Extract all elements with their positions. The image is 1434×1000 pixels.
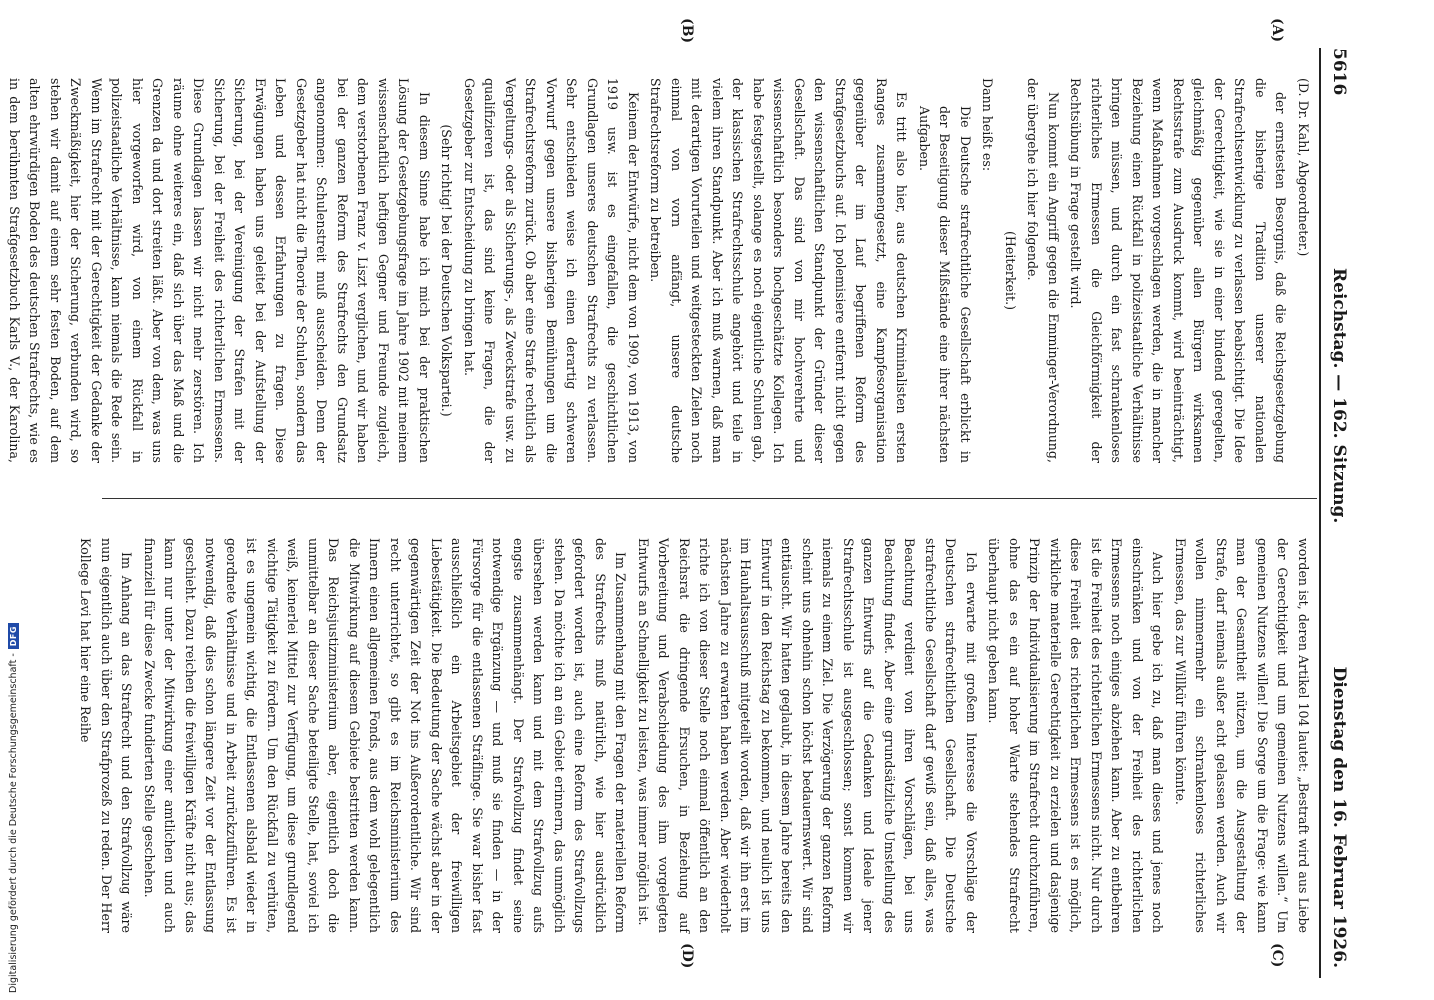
paragraph: Keinem der Entwürfe, nicht dem von 1909, von 1913, von 1919 usw. ist es eingefallen, die geschichtlichen Grundlagen unseres deutschen Strafrechts zu verlassen. Sehr entschieden weise ich einen derartig schweren Vorwurf gegen unsere bisherigen Bemühungen um die Strafrechtsreform zurück. Ob aber eine Strafe rechtlich als Vergeltungs- oder als Sicherungs-, als Zweckstrafe usw. zu qualifizieren ist, das sind keine Fragen, die der Gesetzgeber zur Entscheidung zu bringen hat. bbox=[462, 78, 641, 463]
paragraph: Es tritt also hier, aus deutschen Kriminalisten ersten Ranges zusammengesetzt, eine Kampfesorganisation gegenüber der im Lauf begriffenen Reform des Strafgesetzbuchs auf. Ich polemisiere entfernt nicht gegen den wissenschaftlichen Standpunkt der Gründer dieser Gesellschaft. Das sind von mir hochverehrte und wissenschaftlich besonders hochgeschätzte Kollegen. Ich habe festgestellt, solange es noch eigentliche Schulen gab, der klassischen Strafrechtsschule angehört und teile in vielem ihren Standpunkt. Aber ich muß warnen, daß man mit derartigen Vorurteilen und weitgesteckten Zielen noch einmal von vorn anfängt, unsere deutsche Strafrechtsreform zu betreiben. bbox=[648, 78, 910, 463]
left-column bbox=[0, 78, 1313, 463]
digitization-credit bbox=[8, 623, 19, 993]
paragraph: der ernstesten Besorgnis, daß die Reichsgesetzgebung die bisherige Tradition unserer nationalen Strafrechtsentwicklung zu verlassen beabsichtigt. Die Idee der Gerechtigkeit, wie sie in einer bindend geregelten, gleichmäßig gegenüber allen Bürgern wirksamen Rechtsstrafe zum Ausdruck kommt, wird beeinträchtigt, wenn Maßnahmen vorgeschlagen werden, die in mancher Beziehung einen Rückfall in polizeistaatliche Verhältnisse bringen müssen, und durch ein fast schrankenloses richterliches Ermessen die Gleichförmigkeit der Rechtsübung in Frage gestellt wird. bbox=[1068, 78, 1289, 463]
interjection: (Heiterkeit.) bbox=[1003, 231, 1018, 310]
quotation: Die Deutsche strafrechtliche Gesellschaft erblickt in der Beseitigung dieser Mißstände eine ihrer nächsten Aufgaben. bbox=[917, 106, 973, 463]
paragraph: worden ist, deren Artikel 104 lautet: „Bestraft wird aus Liebe der Gerechtigkeit und um gemeinen Nutzens willen.“ Um gemeinen Nutzens willen! Die Sorge um die Frage: wie kann man der Gesamtheit nützen, um die Ausgestaltung der Strafe, darf niemals außer acht gelassen werden. Auch wir wollen nimmermehr ein schrankenloses richterliches Ermessen, das zur Willkür führen könnte. bbox=[1173, 538, 1311, 933]
margin-mark-b: (B) bbox=[679, 18, 695, 44]
dfg-logo: DFG bbox=[8, 623, 19, 649]
paragraph: Nun kommt ein Angriff gegen die Emminger-Verordnung, der übergehe ich hier folgende. bbox=[1025, 78, 1061, 463]
margin-mark-a: (A) bbox=[1269, 18, 1285, 43]
margin-mark-d: (D) bbox=[679, 943, 695, 969]
credit-text: Digitalisierung gefördert durch die Deutsche Forschungsgemeinschaft - bbox=[8, 653, 19, 993]
interjection: (Sehr richtig! bei der Deutschen Volkspartei.) bbox=[439, 124, 455, 417]
column-divider bbox=[102, 498, 1317, 499]
paragraph: Im Anhang an das Strafrecht und den Strafvollzug wäre nun eigentlich auch über den Strafprozeß zu reden. Der Herr Kollege Levi hat hier eine Reihe bbox=[78, 538, 135, 933]
right-column bbox=[73, 538, 1313, 933]
session-date: Dienstag den 16. Februar 1926. bbox=[1329, 666, 1349, 968]
margin-mark-c: (C) bbox=[1269, 943, 1285, 968]
paragraph: Ich erwarte mit großem Interesse die Vorschläge der Deutschen strafrechtlichen Gesellschaft. Die Deutsche strafrechtliche Gesellschaft darf gewiß sein, daß alles, was Beachtung verdient von ihren Vorschlägen, bei uns Beachtung findet. Aber eine grundsätzliche Umstellung des ganzen Entwurfs auf die Gedanken und Ideale jener Strafrechtsschule ist ausgeschlossen; sonst kommen wir niemals zu einem Ziel. Die Verzögerung der ganzen Reform scheint uns ohnehin schon höchst bedauernswert. Wir sind enttäuscht. Wir hatten geglaubt, in diesem Jahre bereits den Entwurf in den Reichstag zu bekommen, und neulich ist uns im Hauhaltsausschuß mitgeteilt worden, daß wir ihn erst im nächsten Jahre zu erwarten haben werden. Aber wiederholt richte ich von dieser Stelle noch einmal öffentlich an den Reichsrat die dringende Ersuchen, in Beziehung auf Vorbereitung und Verabschiedung des ihm vorgelegten Entwurfs an Schnelligkeit zu leisten, was immer möglich ist. bbox=[636, 538, 979, 933]
speaker-line: (D. Dr. Kahl, Abgeordneter.) bbox=[1296, 78, 1311, 257]
paragraph: Auch hier gebe ich zu, daß man dieses und jenes noch einschränken und von der Freiheit des richterlichen Ermessens noch einiges abziehen kann. Aber zu entbehren ist die Freiheit des richterlichen Ermessens nicht. Nur durch diese Freiheit des richterlichen Ermessens ist es möglich, wirkliche materielle Gerechtigkeit zu erzielen und dasjenige Prinzip der Individualisierung im Strafrecht durchzuführen, ohne das es ein auf hoher Warte stehendes Strafrecht überhaupt nicht geben kann. bbox=[986, 538, 1166, 933]
session-title: Reichstag. — 162. Sitzung. bbox=[1329, 268, 1349, 524]
page-header bbox=[1319, 48, 1355, 978]
page-number: 5616 bbox=[1329, 48, 1349, 96]
paragraph: Im Zusammenhang mit den Fragen der materiellen Reform des Strafrechts muß natürlich, wie hier ausdrücklich gefordert worden ist, auch eine Reform des Strafvollzugs stehen. Da möchte ich an ein Gebiet erinnern, das unmöglich übersehen werden kann und mit dem Strafvollzug aufs engste zusammenhängt. Der Strafvollzug findet seine notwendige Ergänzung — und muß sie finden — in der Fürsorge für die entlassenen Sträflinge. Sie war bisher fast ausschließlich ein Arbeitsgebiet der freiwilligen Liebestätigkeit. Die Bedeutung der Sache wächst aber in der gegenwärtigen Zeit der Not ins Außerordentliche. Wir sind recht unterrichtet, so gibt es im Reichsministerium des Innern einen allgemeinen Fonds, aus dem wohl gelegentlich die Mitwirkung auf diesem Gebiete bestritten werden kann. Das Reichsjustizministerium aber, eigentlich doch die unmittelbar an dieser Sache beteiligte Stelle, hat, soviel ich weiß, keinerlei Mittel zur Verfügung, um diese grundlegend wichtige Tätigkeit zu fördern. Um den Rückfall zu verhüten, ist es ungemein wichtig, die Entlassenen alsbald wieder in geordnete Verhältnisse und in Arbeit zurückzuführen. Es ist notwendig, daß dies schon längere Zeit vor der Entlassung geschieht. Dazu reichen die freiwilligen Kräfte nicht aus; das kann nur unter der Mitwirkung einer amtlichen und auch finanziell für diese Zwecke fundierten Stelle geschehen. bbox=[142, 538, 629, 933]
paragraph: Dann heißt es: bbox=[980, 78, 996, 172]
paragraph: In diesem Sinne habe ich mich bei der praktischen Lösung der Gesetzgebungsfrage im Jahre 1902 mit meinem wissenschaftlich heftigen Gegner und Freunde zugleich, dem verstorbenen Franz v. Liszt verglichen, und wir haben bei der ganzen Reform des Strafrechts den Grundsatz angenommen: Schulenstreit muß ausscheiden. Denn der Gesetzgeber hat nicht die Theorie der Schulen, sondern das Leben und dessen Erfahrungen zu fragen. Diese Erwägungen haben uns geleitet bei der Aufstellung der Sicherung, bei der Vereinigung der Strafen mit der Sicherung, bei der Freiheit des richterlichen Ermessens. Diese Grundlagen lassen wir nicht mehr zerstören. Ich räume ohne weiteres ein, daß sich über das Maß und die Grenzen da und dort streiten läßt. Aber von dem, was uns hier vorgeworfen wird, von einem Rückfall in polizeistaatliche Verhältnisse, kann niemals die Rede sein. Wenn im Strafrecht mit der Gerechtigkeit der Gedanke der Zweckmäßigkeit, hier der Sicherung, verbunden wird, so stehen wir damit auf einem sehr festen Boden, auf dem alten ehrwürdigen Boden des deutschen Strafrechts, wie es in dem berühmten Strafgesetzbuch Karls V., der Karolina, bbox=[7, 78, 432, 463]
